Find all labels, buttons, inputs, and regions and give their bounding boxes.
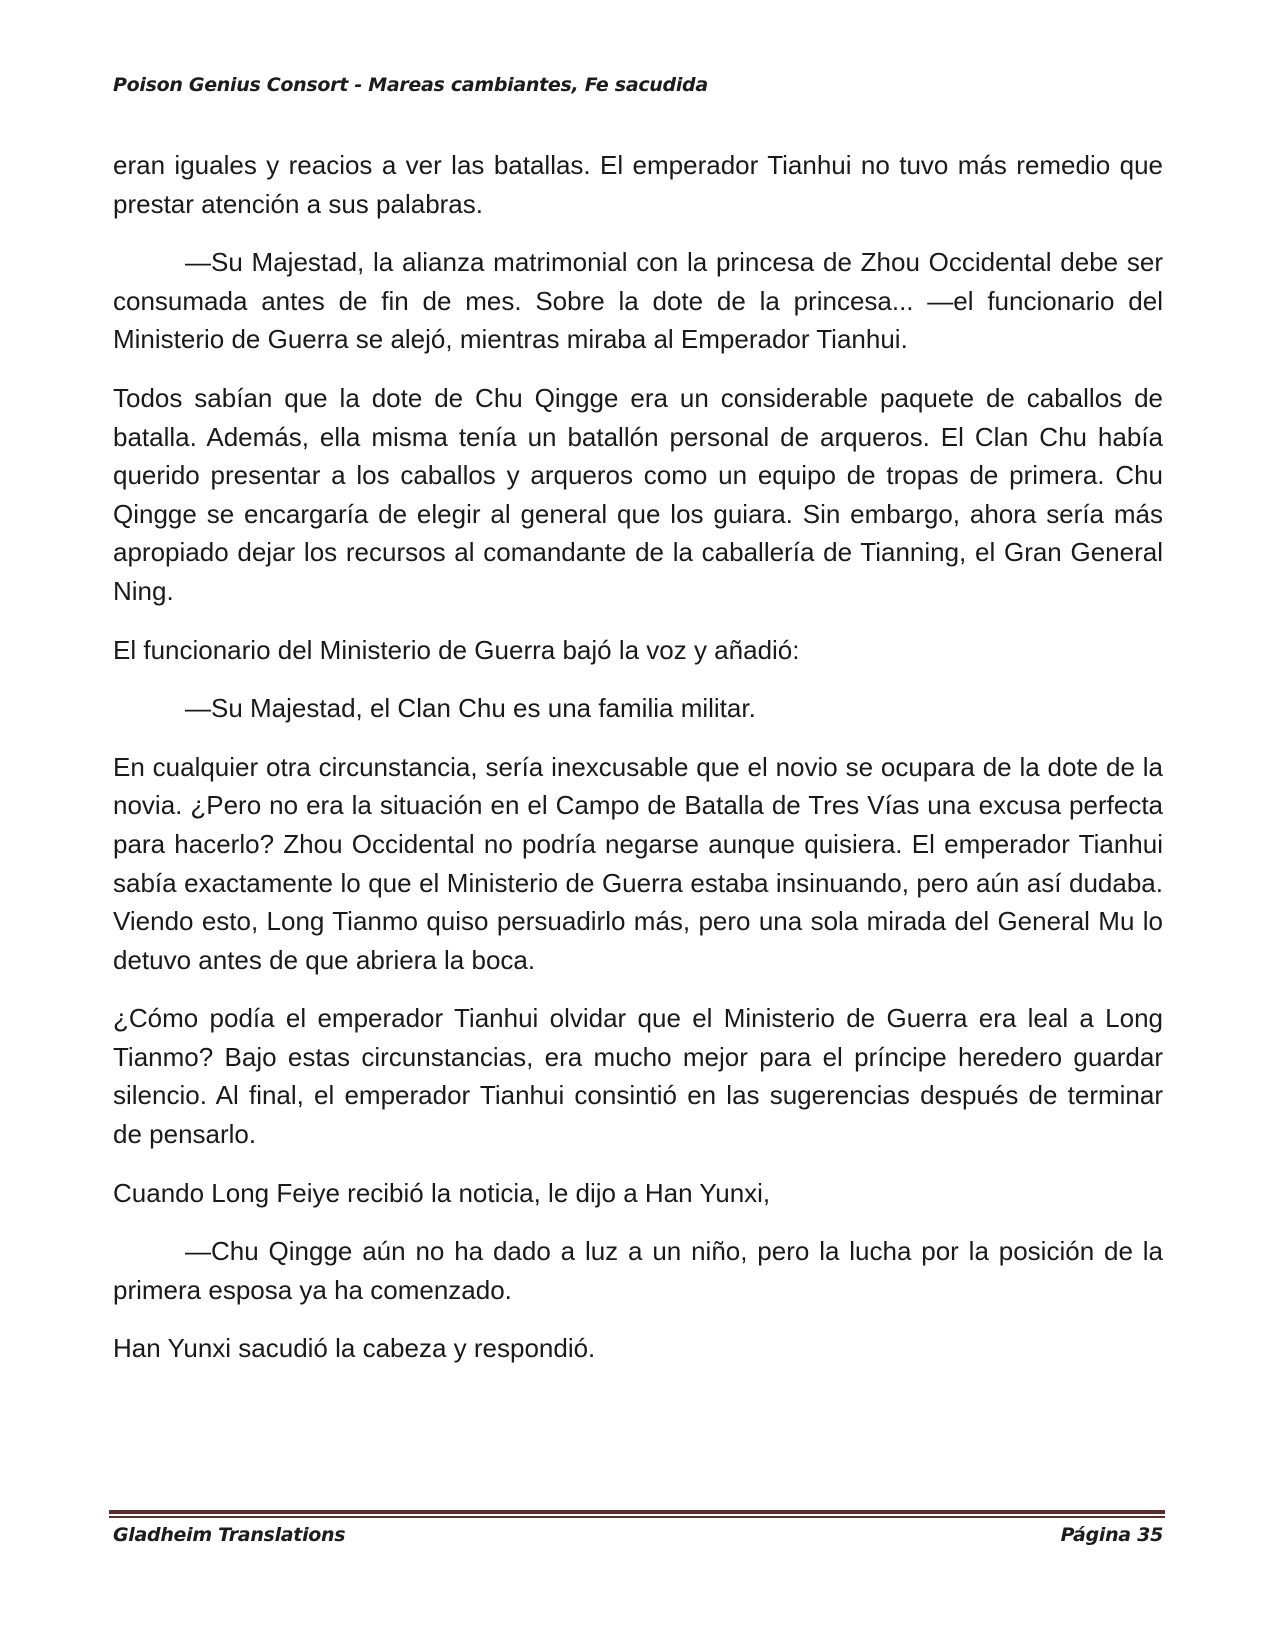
document-body xyxy=(113,146,1163,1388)
page-header-title: Poison Genius Consort - Mareas cambiantes, Fe sacudida xyxy=(113,74,708,96)
paragraph: Todos sabían que la dote de Chu Qingge era un considerable paquete de caballos de batalla. Además, ella misma tenía un batallón personal de arqueros. El Clan Chu había querido presentar a los caballos y arqueros como un equipo de tropas de primera. Chu Qingge se encargaría de elegir al general que los guiara. Sin embargo, ahora sería más apropiado dejar los recursos al comandante de la caballería de Tianning, el Gran General Ning. xyxy=(113,382,1163,606)
footer-publisher: Gladheim Translations xyxy=(113,1524,346,1546)
paragraph: El funcionario del Ministerio de Guerra bajó la voz y añadió: xyxy=(113,634,800,665)
footer-divider-thin-line xyxy=(109,1516,1165,1518)
footer-divider xyxy=(109,1510,1165,1518)
paragraph: ¿Cómo podía el emperador Tianhui olvidar que el Ministerio de Guerra era leal a Long Tianmo? Bajo estas circunstancias, era mucho mejor para el príncipe heredero guardar silencio. Al final, el emperador Tianhui consintió en las sugerencias después de terminar de pensarlo. xyxy=(113,1003,1163,1150)
footer-divider-thick-line xyxy=(109,1510,1165,1514)
paragraph: Cuando Long Feiye recibió la noticia, le dijo a Han Yunxi, xyxy=(113,1177,771,1208)
dialogue-paragraph: —Su Majestad, el Clan Chu es una familia militar. xyxy=(185,693,756,724)
paragraph: Han Yunxi sacudió la cabeza y respondió. xyxy=(113,1333,596,1364)
footer-page-number: Página 35 xyxy=(1060,1524,1163,1546)
dialogue-paragraph: —Su Majestad, la alianza matrimonial con la princesa de Zhou Occidental debe ser consumada antes de fin de mes. Sobre la dote de la princesa... —el funcionario del Ministerio de Guerra se alejó, mientras miraba al Emperador Tianhui. xyxy=(113,247,1163,355)
paragraph: En cualquier otra circunstancia, sería inexcusable que el novio se ocupara de la dote de la novia. ¿Pero no era la situación en el Campo de Batalla de Tres Vías una excusa perfecta para hacerlo? Zhou Occidental no podría negarse aunque quisiera. El emperador Tianhui sabía exactamente lo que el Ministerio de Guerra estaba insinuando, pero aún así dudaba. Viendo esto, Long Tianmo quiso persuadirlo más, pero una sola mirada del General Mu lo detuvo antes de que abriera la boca. xyxy=(113,751,1163,975)
dialogue-paragraph: —Chu Qingge aún no ha dado a luz a un niño, pero la lucha por la posición de la primera esposa ya ha comenzado. xyxy=(113,1236,1163,1305)
paragraph: eran iguales y reacios a ver las batallas. El emperador Tianhui no tuvo más remedio que prestar atención a sus palabras. xyxy=(113,150,1163,219)
page-footer xyxy=(113,1524,1163,1546)
